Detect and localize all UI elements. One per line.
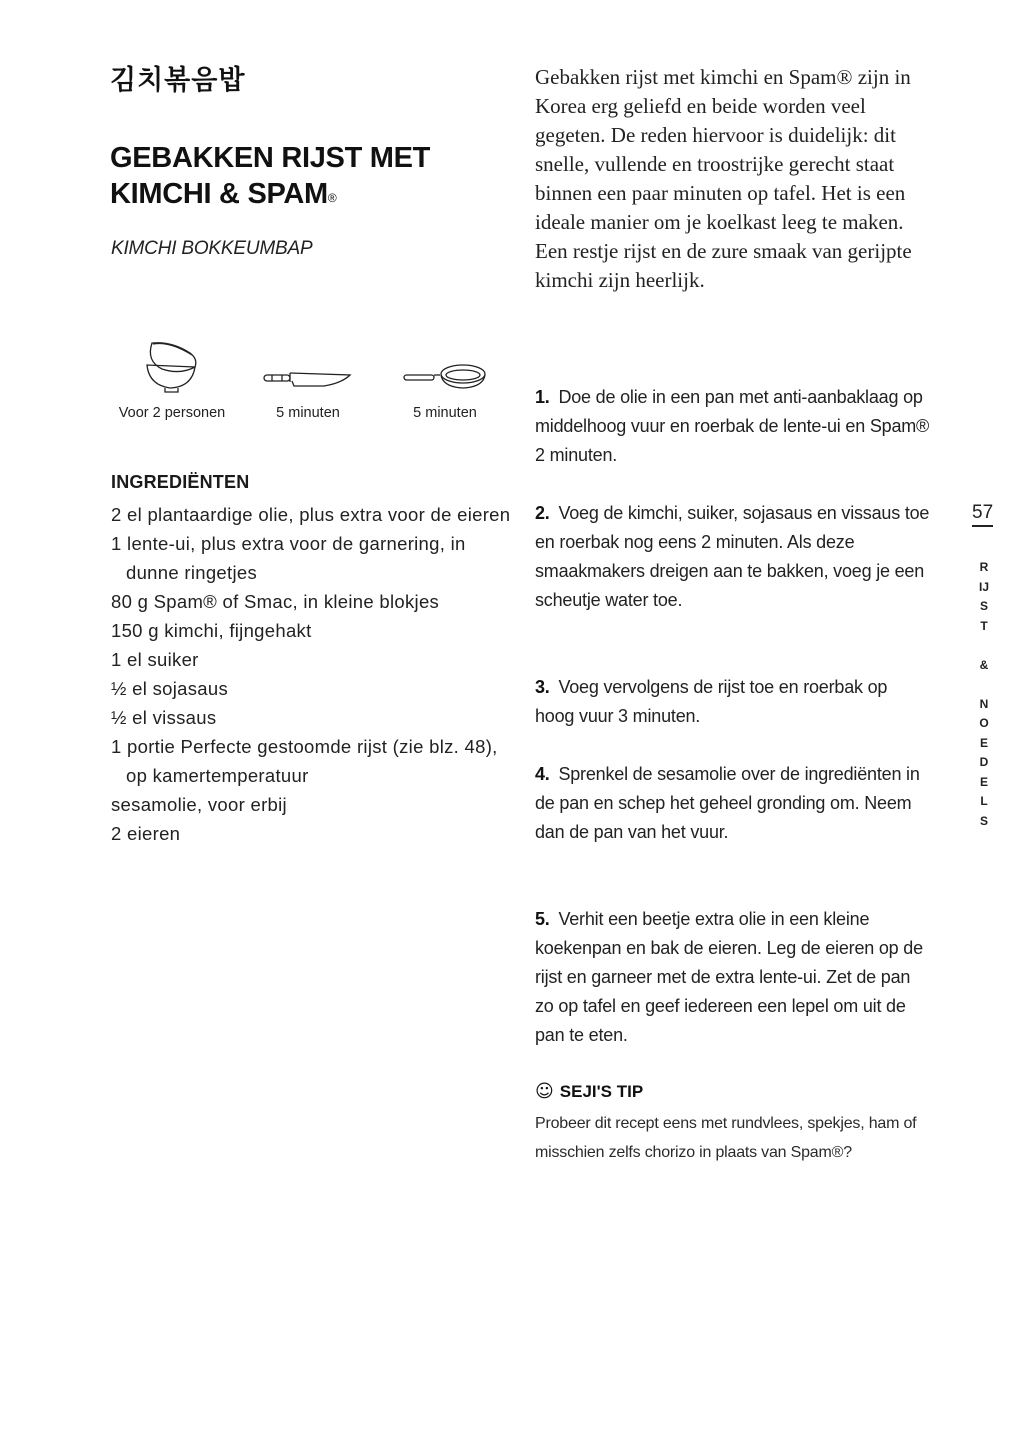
step-number: 3. xyxy=(535,677,550,697)
step-3 xyxy=(535,673,930,731)
tip-text: Probeer dit recept eens met rundvlees, spekjes, ham of misschien zelfs chorizo in plaats van Spam®? xyxy=(535,1115,917,1161)
ingredient-item: sesamolie, voor erbij xyxy=(111,794,287,815)
step-number: 4. xyxy=(535,764,550,784)
chapter-letter: L xyxy=(980,794,988,808)
korean-title: 김치볶음밥 xyxy=(110,65,246,96)
ingredient-item: ½ el sojasaus xyxy=(111,678,229,699)
ingredient-item: 2 eieren xyxy=(111,823,181,844)
page-number: 57 xyxy=(972,502,993,527)
chapter-gap xyxy=(966,636,1002,656)
trademark-symbol: ® xyxy=(327,191,337,205)
step-number: 5. xyxy=(535,909,550,929)
chapter-letter: N xyxy=(979,696,989,711)
intro-paragraph: Gebakken rijst met kimchi en Spam® zijn in Korea erg geliefd en beide worden veel gegeten. De reden hiervoor is duidelijk: dit snelle, vullende en troostrijke gerecht staat binnen een paar minuten op tafel. Het is een ideale manier om je koelkast leeg te maken. Een restje rijst en de zure smaak van gerijpte kimchi zijn heerlijk. xyxy=(535,65,912,292)
step-4 xyxy=(535,760,930,847)
knife-icon xyxy=(262,369,354,391)
ingredients-list xyxy=(111,500,511,848)
meta-cook-time xyxy=(386,335,504,425)
title-line-2 xyxy=(110,176,490,212)
ingredient-item: 1 lente-ui, plus extra voor de garnering, in dunne ringetjes xyxy=(111,533,466,583)
meta-cook-label: 5 minuten xyxy=(413,405,477,421)
chapter-letter: T xyxy=(980,618,988,633)
step-text: Doe de olie in een pan met anti-aanbaklaag op middelhoog vuur en roerbak de lente-ui en Spam® 2 minuten. xyxy=(535,387,930,465)
chapter-letter: R xyxy=(979,560,989,574)
step-number: 2. xyxy=(535,503,550,523)
recipe-title xyxy=(110,140,490,212)
step-2 xyxy=(535,499,930,615)
chapter-gap xyxy=(966,675,1002,695)
tip-heading xyxy=(535,1081,643,1102)
meta-servings-label: Voor 2 personen xyxy=(118,405,226,421)
chapter-letter: IJ xyxy=(978,579,989,594)
step-5 xyxy=(535,905,930,1050)
meta-prep-time xyxy=(248,335,368,425)
meta-servings xyxy=(108,335,236,425)
meta-prep-label: 5 minuten xyxy=(276,405,340,421)
chapter-letter: E xyxy=(979,774,988,789)
step-text: Sprenkel de sesamolie over de ingrediënten in de pan en schep het geheel gronding om. Neem dan de pan van het vuur. xyxy=(535,764,920,842)
title-line-1: GEBAKKEN RIJST MET xyxy=(110,142,431,174)
chapter-letter: S xyxy=(979,813,988,828)
recipe-meta xyxy=(108,335,498,425)
smiley-icon: ☺ xyxy=(535,1081,554,1102)
chapter-letter: & xyxy=(979,657,989,672)
title-line-2-text: KIMCHI & SPAM xyxy=(110,178,328,210)
chapter-letter: O xyxy=(979,716,989,730)
ingredient-item: 1 el suiker xyxy=(111,649,199,670)
bowls-icon xyxy=(140,333,204,395)
step-1 xyxy=(535,383,930,470)
chapter-tab xyxy=(966,558,1002,831)
step-text: Verhit een beetje extra olie in een kleine koekenpan en bak de eieren. Leg de eieren op de rijst en garneer met de extra lente-ui. Zet de pan zo op tafel en geef iedereen een lepel om uit de pan te eten. xyxy=(535,909,923,1045)
frying-pan-icon xyxy=(403,361,487,391)
ingredients-heading: INGREDIËNTEN xyxy=(111,472,250,492)
step-text: Voeg de kimchi, suiker, sojasaus en vissaus toe en roerbak nog eens 2 minuten. Als deze smaakmakers dreigen aan te bakken, voeg je een scheutje water toe. xyxy=(535,503,930,610)
ingredient-item: 80 g Spam® of Smac, in kleine blokjes xyxy=(111,591,440,612)
step-text: Voeg vervolgens de rijst toe en roerbak op hoog vuur 3 minuten. xyxy=(535,677,888,726)
ingredient-item: 2 el plantaardige olie, plus extra voor de eieren xyxy=(111,504,511,525)
ingredient-item: 1 portie Perfecte gestoomde rijst (zie blz. 48), op kamertemperatuur xyxy=(111,736,498,786)
step-number: 1. xyxy=(535,387,550,407)
recipe-subtitle: KIMCHI BOKKEUMBAP xyxy=(111,238,313,259)
ingredient-item: ½ el vissaus xyxy=(111,707,217,728)
tip-title: SEJI'S TIP xyxy=(559,1081,644,1101)
chapter-letter: S xyxy=(979,599,988,613)
chapter-letter: D xyxy=(979,755,989,769)
chapter-letter: E xyxy=(979,735,988,750)
ingredient-item: 150 g kimchi, fijngehakt xyxy=(111,620,312,641)
